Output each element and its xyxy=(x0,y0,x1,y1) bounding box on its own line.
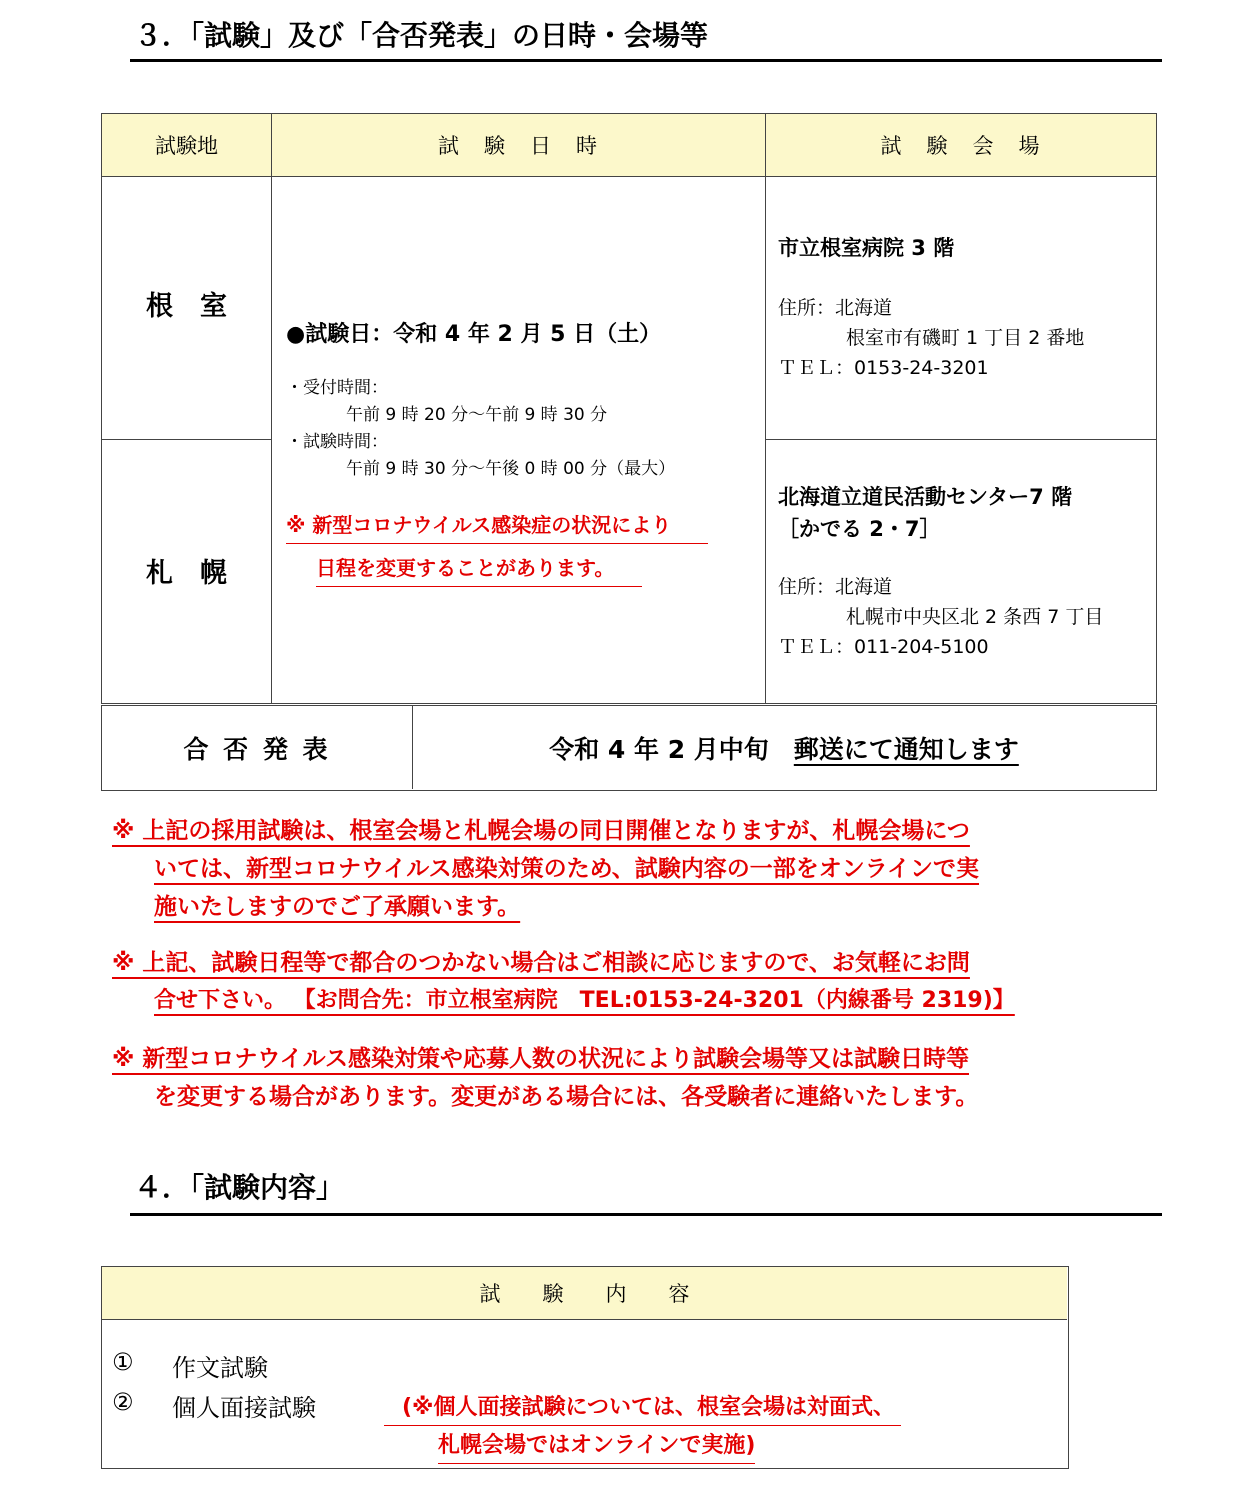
venue-sapporo-name-alias: ［かでる 2・7］ xyxy=(778,517,941,541)
result-date: 令和 4 年 2 月中旬 xyxy=(549,734,794,764)
header-exam-content: 試 験 内 容 xyxy=(102,1267,1067,1320)
site-sapporo xyxy=(102,440,272,703)
note-1-line-1: ※ 上記の採用試験は、根室会場と札幌会場の同日開催となりますが、札幌会場につ xyxy=(112,818,970,844)
venue-nemuro-address: 根室市有磯町 1 丁目 2 番地 xyxy=(846,327,1085,349)
result-detail-cell xyxy=(413,706,1155,789)
venue-nemuro-tel: ＴＥＬ：0153-24-3201 xyxy=(778,357,989,379)
note-1-line-2: いては、新型コロナウイルス感染対策のため、試験内容の一部をオンラインで実 xyxy=(154,856,980,882)
note-3-line-2: を変更する場合があります。変更がある場合には、各受験者に連絡いたします。 xyxy=(154,1084,979,1110)
note-1-line-3: 施いたしますのでご了承願います。 xyxy=(154,894,521,920)
exam-time-label: ・試験時間： xyxy=(286,432,388,452)
note-online-exam xyxy=(112,812,1142,926)
site-sapporo-label: 札 幌 xyxy=(146,558,227,589)
interview-note-1: (※個人面接試験については、根室会場は対面式、 xyxy=(384,1390,901,1426)
venue-nemuro-address-label: 住所：北海道 xyxy=(778,297,893,319)
result-method: 郵送にて通知します xyxy=(793,734,1019,764)
note-schedule-contact xyxy=(112,944,1142,1020)
venue-sapporo-address-label: 住所：北海道 xyxy=(778,576,893,598)
item-1-number: ① xyxy=(112,1348,134,1376)
header-exam-venue: 試 験 会 場 xyxy=(766,114,1156,177)
list-item xyxy=(112,1388,316,1422)
section-3-title: ３．「試験」及び「合否発表」の日時・会場等 xyxy=(134,19,709,52)
reception-label: ・受付時間： xyxy=(286,378,388,398)
reception-time: 午前 9 時 20 分～午前 9 時 30 分 xyxy=(346,405,608,425)
schedule-change-notice-2: 日程を変更することがあります。 xyxy=(316,552,642,587)
header-exam-datetime: 試 験 日 時 xyxy=(272,114,766,177)
result-announcement-table xyxy=(101,705,1157,791)
venue-sapporo-name: 北海道立道民活動センター7 階 xyxy=(778,485,1073,509)
item-2-number: ② xyxy=(112,1388,134,1416)
item-2-label: 個人面接試験 xyxy=(172,1394,316,1422)
result-label-cell xyxy=(102,706,413,789)
item-1-label: 作文試験 xyxy=(172,1354,268,1382)
interview-note-2: 札幌会場ではオンラインで実施) xyxy=(438,1428,755,1464)
venue-sapporo-address: 札幌市中央区北 2 条西 7 丁目 xyxy=(846,606,1104,628)
venue-nemuro-name: 市立根室病院 3 階 xyxy=(778,236,955,260)
exam-content-body xyxy=(102,1320,1067,1467)
schedule-change-notice-1: ※ 新型コロナウイルス感染症の状況により xyxy=(286,509,708,544)
site-nemuro-label: 根 室 xyxy=(146,290,227,322)
note-2-line-2: 合せ下さい。 【お問合先：市立根室病院 TEL:0153-24-3201（内線番号 2319)】 xyxy=(154,988,1015,1013)
header-exam-site: 試験地 xyxy=(102,114,272,177)
section-4-title: ４．「試験内容」 xyxy=(134,1171,345,1204)
note-venue-change xyxy=(112,1040,1142,1116)
exam-day: ●試験日：令和 4 年 2 月 5 日（土） xyxy=(286,322,662,347)
venue-sapporo xyxy=(766,440,1156,703)
note-3-line-1: ※ 新型コロナウイルス感染対策や応募人数の状況により試験会場等又は試験日時等 xyxy=(112,1046,969,1072)
exam-schedule-table xyxy=(101,113,1157,704)
site-nemuro xyxy=(102,177,272,440)
section-3-heading xyxy=(130,14,1162,62)
exam-datetime-cell xyxy=(272,177,766,703)
venue-nemuro xyxy=(766,177,1156,440)
exam-time: 午前 9 時 30 分～午後 0 時 00 分（最大） xyxy=(346,459,676,479)
section-4-heading xyxy=(130,1166,1162,1216)
venue-sapporo-tel: ＴＥＬ：011-204-5100 xyxy=(778,636,989,658)
result-label: 合 否 発 表 xyxy=(183,734,331,764)
note-2-line-1: ※ 上記、試験日程等で都合のつかない場合はご相談に応じますので、お気軽にお問 xyxy=(112,950,970,976)
list-item xyxy=(112,1348,268,1382)
exam-content-table xyxy=(101,1266,1069,1469)
